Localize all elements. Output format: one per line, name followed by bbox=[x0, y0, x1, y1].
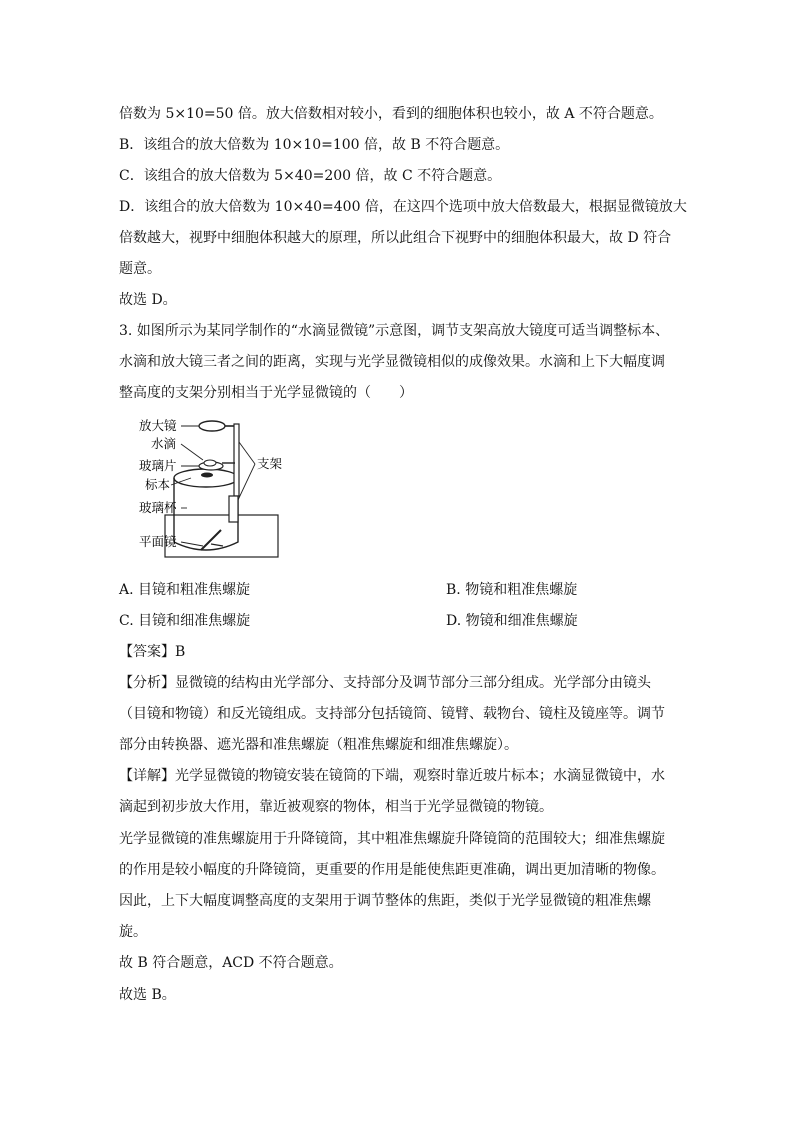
specimen-mark bbox=[201, 473, 213, 478]
leader-stand-2 bbox=[238, 464, 255, 500]
cup-top-rim bbox=[174, 469, 238, 487]
water-drop bbox=[204, 460, 216, 466]
detail-line-2: 滴起到初步放大作用，靠近被观察的物体，相当于光学显微镜的物镜。 bbox=[119, 799, 553, 815]
detail-line-7: 故 B 符合题意，ACD 不符合题意。 bbox=[119, 955, 343, 971]
microscope-diagram bbox=[137, 412, 297, 562]
analysis-line-3: 部分由转换器、遮光器和准焦螺旋（粗准焦螺旋和细准焦螺旋）。 bbox=[119, 737, 518, 753]
base-board bbox=[165, 515, 278, 557]
analysis-line-1: 【分析】显微镜的结构由光学部分、支持部分及调节部分三部分组成。光学部分由镜头 bbox=[119, 675, 651, 691]
option-b: B. 物镜和粗准焦螺旋 bbox=[446, 582, 578, 598]
question-line-3: 整高度的支架分别相当于光学显微镜的（ ） bbox=[119, 385, 413, 401]
option-a: A. 目镜和粗准焦螺旋 bbox=[119, 582, 251, 598]
prev-conclusion: 故选 D。 bbox=[119, 292, 177, 308]
glass-cup bbox=[174, 478, 238, 550]
option-b-explanation: B．该组合的放大倍数为 10×10=100 倍，故 B 不符合题意。 bbox=[119, 137, 510, 153]
label-water-drop: 水滴 bbox=[151, 436, 177, 451]
magnifier-lens bbox=[199, 421, 225, 431]
label-magnifier: 放大镜 bbox=[139, 418, 177, 433]
detail-line-5: 因此，上下大幅度调整高度的支架用于调节整体的焦距，类似于光学显微镜的粗准焦螺 bbox=[119, 893, 651, 909]
option-d-explanation-line-2: 倍数越大，视野中细胞体积越大的原理，所以此组合下视野中的细胞体积最大，故 D 符合 bbox=[119, 230, 672, 246]
label-flat-mirror: 平面镜 bbox=[139, 534, 177, 549]
flat-mirror bbox=[201, 530, 221, 550]
detail-line-1: 【详解】光学显微镜的物镜安装在镜筒的下端，观察时靠近玻片标本；水滴显微镜中，水 bbox=[119, 768, 665, 784]
label-glass-slide: 玻璃片 bbox=[139, 458, 177, 473]
option-c: C. 目镜和细准焦螺旋 bbox=[119, 613, 251, 629]
detail-line-3: 光学显微镜的准焦螺旋用于升降镜筒，其中粗准焦螺旋升降镜筒的范围较大；细准焦螺旋 bbox=[119, 831, 665, 847]
question-line-2: 水滴和放大镜三者之间的距离，实现与光学显微镜相似的成像效果。水滴和上下大幅度调 bbox=[119, 354, 665, 370]
option-d: D. 物镜和细准焦螺旋 bbox=[446, 613, 578, 629]
option-c-explanation: C．该组合的放大倍数为 5×40=200 倍，故 C 不符合题意。 bbox=[119, 168, 502, 184]
detail-line-4: 的作用是较小幅度的升降镜筒，更重要的作用是能使焦距更准确，调出更加清晰的物像。 bbox=[119, 862, 665, 878]
label-glass-cup: 玻璃杯 bbox=[139, 500, 177, 515]
label-specimen: 标本 bbox=[145, 477, 171, 492]
water-drop-microscope-figure bbox=[137, 412, 297, 562]
answer: 【答案】B bbox=[119, 644, 186, 660]
stand-pole bbox=[234, 424, 239, 496]
leader-stand-1 bbox=[239, 442, 255, 464]
leader-mirror bbox=[181, 542, 203, 546]
analysis-line-2: （目镜和物镜）和反光镜组成。支持部分包括镜筒、镜臂、载物台、镜柱及镜座等。调节 bbox=[119, 706, 665, 722]
mirror-support bbox=[211, 544, 223, 546]
label-stand: 支架 bbox=[257, 456, 283, 471]
option-d-explanation-line-1: D．该组合的放大倍数为 10×40=400 倍，在这四个选项中放大倍数最大，根据显微镜放大 bbox=[119, 199, 687, 215]
stand-clamp bbox=[229, 496, 238, 522]
detail-line-6: 旋。 bbox=[119, 924, 147, 940]
question-line-1: 3. 如图所示为某同学制作的“水滴显微镜”示意图，调节支架高放大镜度可适当调整标本、 bbox=[119, 323, 670, 339]
leader-water-drop bbox=[181, 444, 203, 460]
option-a-explanation-tail: 倍数为 5×10=50 倍。放大倍数相对较小，看到的细胞体积也较小，故 A 不符合题意。 bbox=[119, 106, 663, 122]
detail-line-8: 故选 B。 bbox=[119, 987, 176, 1003]
option-d-explanation-line-3: 题意。 bbox=[119, 261, 161, 277]
